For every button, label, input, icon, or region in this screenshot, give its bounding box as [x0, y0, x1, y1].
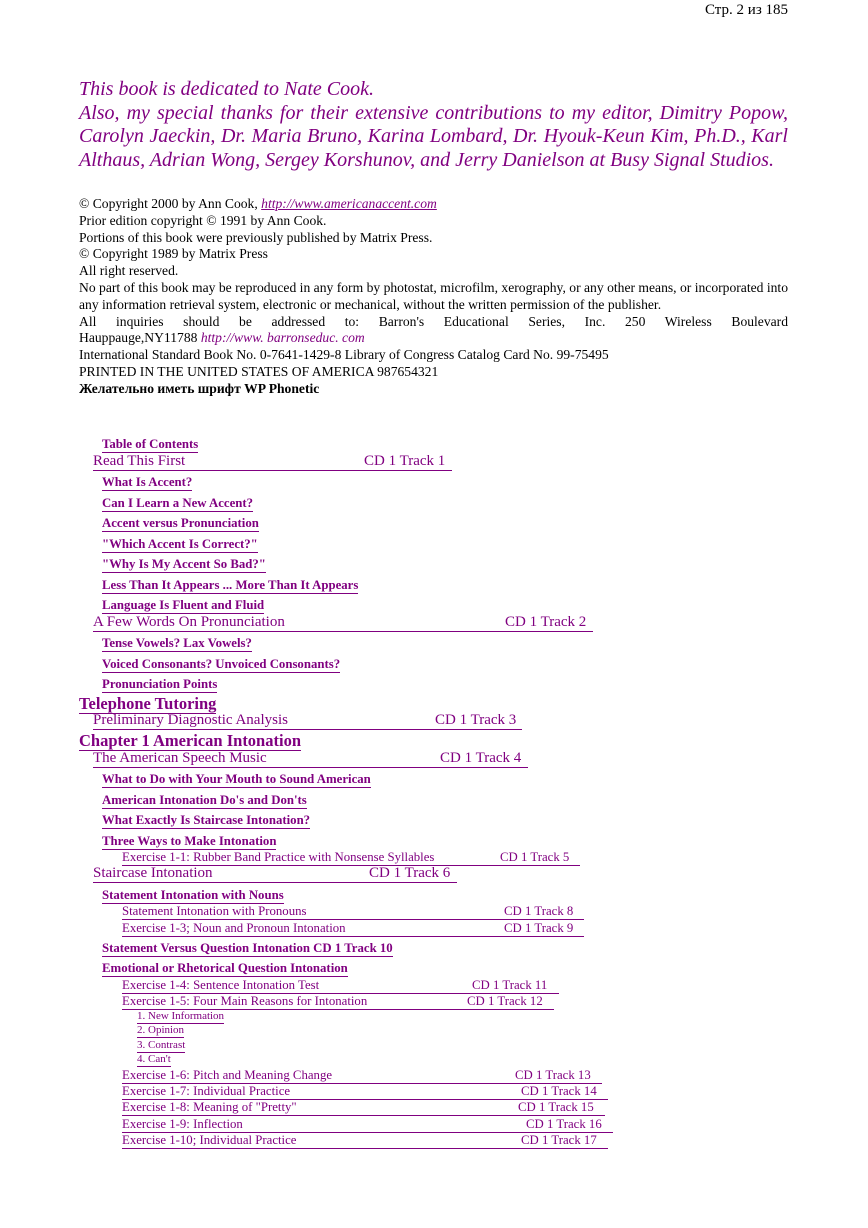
toc-heading[interactable]: Table of Contents — [102, 437, 199, 451]
toc-exercise[interactable] — [122, 1084, 608, 1100]
inquiries-line: All inquiries should be addressed to: Barron's Educational Series, Inc. 250 Wireless Boulevard — [79, 313, 788, 329]
toc-entry[interactable] — [93, 453, 452, 471]
toc-entry[interactable]: Less Than It Appears ... More Than It Appears — [102, 578, 359, 592]
toc-exercise[interactable] — [122, 1068, 602, 1084]
font-note: Желательно иметь шрифт WP Phonetic — [79, 380, 320, 396]
toc-exercise[interactable] — [122, 1117, 613, 1133]
prior-edition: Prior edition copyright © 1991 by Ann Cook. — [79, 212, 327, 228]
toc-entry-title: Staircase Intonation — [93, 865, 213, 881]
toc-entry-track: CD 1 Track 3 — [435, 712, 517, 728]
address-line — [79, 330, 788, 347]
printed-line: PRINTED IN THE UNITED STATES OF AMERICA 987654321 — [79, 363, 439, 379]
toc-exercise[interactable] — [122, 994, 554, 1010]
dedication-line: This book is dedicated to Nate Cook. — [79, 78, 374, 100]
matrix-copyright: © Copyright 1989 by Matrix Press — [79, 246, 268, 262]
toc-subitem[interactable]: 3. Contrast — [137, 1039, 186, 1051]
toc-entry-track: CD 1 Track 12 — [467, 994, 543, 1008]
toc-entry[interactable]: What Exactly Is Staircase Intonation? — [102, 813, 311, 827]
toc-entry-track: CD 1 Track 6 — [369, 865, 451, 881]
toc-exercise[interactable] — [122, 1100, 605, 1116]
toc-entry[interactable]: Voiced Consonants? Unvoiced Consonants? — [102, 657, 341, 671]
toc-entry-track: CD 1 Track 1 — [364, 453, 446, 469]
toc-entry-track: CD 1 Track 11 — [472, 978, 548, 992]
toc-entry-track: CD 1 Track 13 — [515, 1068, 591, 1082]
toc-subitem[interactable]: 4. Can't — [137, 1053, 171, 1065]
reproduction-notice: No part of this book may be reproduced in any form by photostat, microfilm, xerography, or any other means, or incorporated into any information retrieval system, electronic or mechanical, without the written permission of the publisher. — [79, 279, 788, 312]
toc-entry-track: CD 1 Track 16 — [526, 1117, 602, 1131]
toc-exercise[interactable] — [122, 850, 580, 866]
page-number: Стр. 2 из 185 — [705, 2, 788, 18]
toc-entry-title: Preliminary Diagnostic Analysis — [93, 712, 288, 728]
toc-entry[interactable] — [93, 865, 457, 883]
rights-reserved: All right reserved. — [79, 263, 179, 279]
toc-entry[interactable] — [93, 750, 528, 768]
toc-entry-title: The American Speech Music — [93, 750, 267, 766]
toc-heading[interactable]: Telephone Tutoring — [79, 694, 217, 713]
toc-entry[interactable]: What to Do with Your Mouth to Sound American — [102, 772, 371, 786]
toc-exercise[interactable] — [122, 904, 584, 920]
acknowledgements: Also, my special thanks for their extensive contributions to my editor, Dimitry Popow, Carolyn Jaeckin, Dr. Maria Bruno, Karina Lombard, Dr. Hyouk-Keun Kim, Ph.D., Karl Althaus, Adrian Wong, Sergey Korshunov, and Jerry Danielson at Busy Signal Studios. — [79, 101, 788, 171]
copyright-block — [79, 196, 788, 398]
toc-entry[interactable]: "Why Is My Accent So Bad?" — [102, 557, 266, 571]
toc-entry-track: CD 1 Track 15 — [518, 1100, 594, 1114]
copyright-line — [79, 196, 788, 213]
toc-entry[interactable] — [93, 614, 593, 632]
americanaccent-link[interactable]: http://www.americanaccent.com — [261, 196, 437, 211]
toc-entry-title: Exercise 1-10; Individual Practice — [122, 1133, 297, 1147]
toc-exercise[interactable] — [122, 978, 559, 994]
toc-entry[interactable]: What Is Accent? — [102, 475, 193, 489]
toc-heading[interactable]: Chapter 1 American Intonation — [79, 731, 301, 750]
barrons-link[interactable]: http://www. barronseduc. com — [200, 330, 365, 346]
toc-entry-title: Exercise 1-1: Rubber Band Practice with Nonsense Syllables — [122, 850, 435, 864]
toc-entry[interactable]: Can I Learn a New Accent? — [102, 496, 254, 510]
toc-entry-title: Exercise 1-7: Individual Practice — [122, 1084, 291, 1098]
toc-subitem[interactable]: 2. Opinion — [137, 1024, 185, 1036]
toc-entry[interactable]: Statement Versus Question Intonation CD 1 Track 10 — [102, 941, 393, 955]
toc-entry[interactable]: Three Ways to Make Intonation — [102, 834, 277, 848]
toc-entry[interactable]: Pronunciation Points — [102, 677, 218, 691]
toc-entry[interactable]: Statement Intonation with Nouns — [102, 888, 284, 902]
toc-entry[interactable]: Tense Vowels? Lax Vowels? — [102, 636, 252, 650]
toc-entry[interactable]: "Which Accent Is Correct?" — [102, 537, 258, 551]
toc-entry[interactable] — [93, 712, 522, 730]
toc-entry-track: CD 1 Track 8 — [504, 904, 574, 918]
toc-entry[interactable]: American Intonation Do's and Don'ts — [102, 793, 307, 807]
toc-entry-title: Exercise 1-3; Noun and Pronoun Intonation — [122, 921, 346, 935]
toc-entry-title: Exercise 1-9: Inflection — [122, 1117, 243, 1131]
toc-entry-track: CD 1 Track 17 — [521, 1133, 597, 1147]
isbn-line: International Standard Book No. 0-7641-1429-8 Library of Congress Catalog Card No. 99-75495 — [79, 347, 609, 363]
toc-entry-track: CD 1 Track 14 — [521, 1084, 597, 1098]
toc-entry-title: A Few Words On Pronunciation — [93, 614, 285, 630]
toc-entry-track: CD 1 Track 9 — [504, 921, 574, 935]
toc-entry-title: Read This First — [93, 453, 186, 469]
toc-entry-title: Statement Intonation with Pronouns — [122, 904, 307, 918]
toc-entry[interactable]: Language Is Fluent and Fluid — [102, 598, 265, 612]
dedication — [79, 78, 788, 172]
toc-exercise[interactable] — [122, 1133, 608, 1149]
toc-entry[interactable]: Emotional or Rhetorical Question Intonation — [102, 961, 348, 975]
toc-entry-track: CD 1 Track 2 — [505, 614, 587, 630]
address-text: Hauppauge,NY11788 — [79, 330, 198, 346]
toc-entry-track: CD 1 Track 5 — [500, 850, 570, 864]
toc-entry-title: Exercise 1-4: Sentence Intonation Test — [122, 978, 320, 992]
toc-entry[interactable]: Accent versus Pronunciation — [102, 516, 259, 530]
portions-note: Portions of this book were previously published by Matrix Press. — [79, 229, 433, 245]
toc-exercise[interactable] — [122, 921, 584, 937]
toc-entry-title: Exercise 1-6: Pitch and Meaning Change — [122, 1068, 333, 1082]
toc-entry-title: Exercise 1-5: Four Main Reasons for Intonation — [122, 994, 368, 1008]
toc-subitem[interactable]: 1. New Information — [137, 1010, 225, 1022]
toc-entry-title: Exercise 1-8: Meaning of "Pretty" — [122, 1100, 297, 1114]
copyright-text: © Copyright 2000 by Ann Cook, — [79, 196, 258, 211]
toc-entry-track: CD 1 Track 4 — [440, 750, 522, 766]
